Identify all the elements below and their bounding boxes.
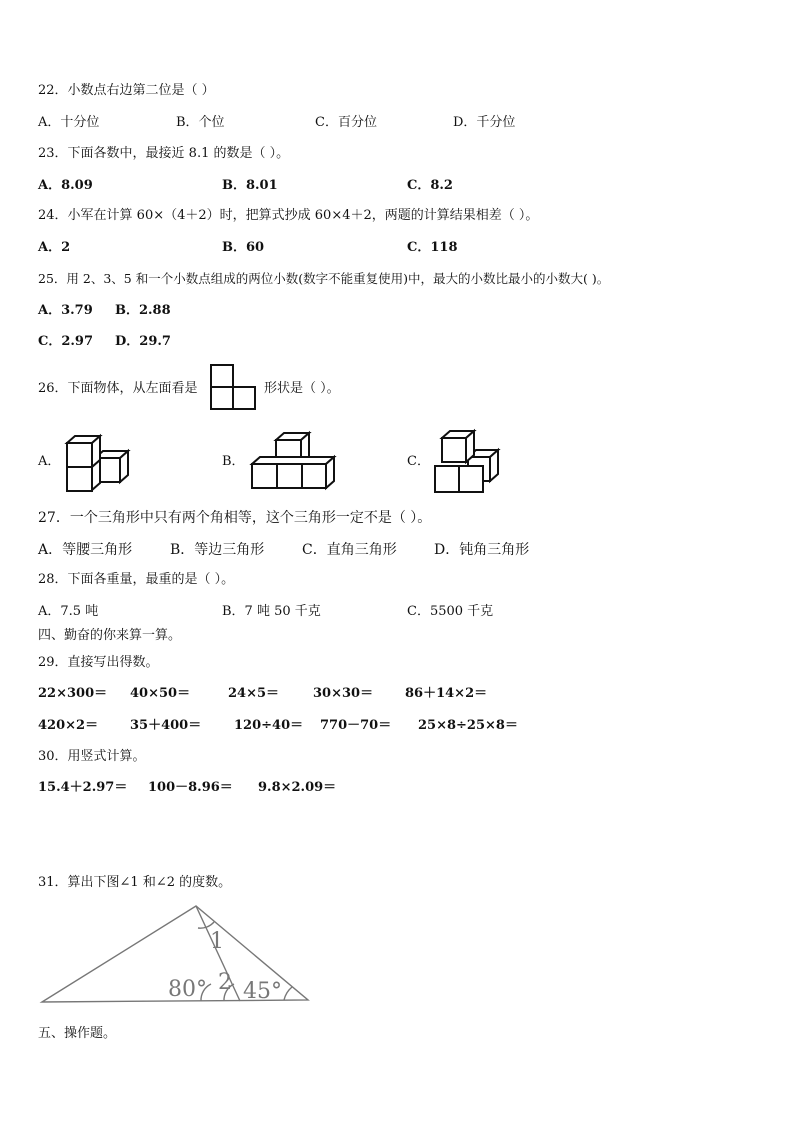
q28-stem: 28．下面各重量，最重的是（ ）。 [38,572,235,587]
q29-item: 420×2＝ [38,718,99,733]
q28-option-c: C．5500 千克 [407,604,494,619]
q25-option-c: C．2.97 [38,334,94,349]
q22-stem: 22．小数点右边第二位是（ ） [38,83,215,98]
q27-option-c: C．直角三角形 [302,542,397,558]
q26-option-b: B． [222,454,245,469]
q28-option-b: B．7 吨 50 千克 [222,604,321,619]
q23-option-c: C．8.2 [407,178,453,193]
q29-item: 30×30＝ [313,686,374,701]
q22-option-c: C．百分位 [315,115,377,130]
q26-stem-before: 26．下面物体，从左面看是 [38,381,198,396]
q22-option-d: D．千分位 [453,115,516,130]
angle-45-label: 45° [243,979,282,1004]
q23-option-b: B．8.01 [222,178,278,193]
angle-1-label: 1 [210,929,224,954]
q30-item: 9.8×2.09＝ [258,780,337,795]
q25-option-b: B．2.88 [115,303,171,318]
section-5-title: 五、操作题。 [38,1026,117,1041]
q25-stem: 25．用 2、3、5 和一个小数点组成的两位小数(数字不能重复使用)中，最大的小数比最小的小数大( )。 [38,271,610,286]
q29-item: 86＋14×2＝ [405,686,488,701]
q27-stem: 27．一个三角形中只有两个角相等，这个三角形一定不是（ ）。 [38,510,432,526]
q29-item: 22×300＝ [38,686,108,701]
section-4-title: 四、勤奋的你来算一算。 [38,628,182,643]
q29-item: 40×50＝ [130,686,191,701]
q23-stem: 23．下面各数中，最接近 8.1 的数是（ ）。 [38,146,290,161]
q22-option-a: A．十分位 [38,115,100,130]
q26-stem-after: 形状是（ ）。 [264,381,340,396]
q25-option-d: D．29.7 [115,334,171,349]
q26-option-a: A． [38,454,61,469]
cube-figure-c [432,428,502,496]
cube-figure-a [60,432,140,496]
q29-stem: 29．直接写出得数。 [38,655,159,670]
q24-option-b: B．60 [222,240,265,255]
q30-item: 15.4＋2.97＝ [38,780,128,795]
triangle-figure [38,900,314,1008]
q27-option-b: B．等边三角形 [170,542,265,558]
q23-option-a: A．8.09 [38,178,93,193]
angle-2-label: 2 [218,970,232,995]
q24-stem: 24．小军在计算 60×（4＋2）时，把算式抄成 60×4＋2，两题的计算结果相差（ ）。 [38,208,539,223]
q29-item: 770－70＝ [320,718,392,733]
q31-stem: 31．算出下图∠1 和∠2 的度数。 [38,875,232,890]
angle-80-label: 80° [168,977,207,1002]
q29-item: 24×5＝ [228,686,280,701]
q27-option-a: A．等腰三角形 [38,542,133,558]
q30-item: 100－8.96＝ [148,780,233,795]
q30-stem: 30．用竖式计算。 [38,749,146,764]
q26-option-c: C． [407,454,430,469]
cube-figure-b [250,430,336,492]
q24-option-a: A．2 [38,240,71,255]
q29-item: 120÷40＝ [234,718,304,733]
q24-option-c: C．118 [407,240,458,255]
q29-item: 35＋400＝ [130,718,202,733]
q22-option-b: B．个位 [176,115,225,130]
q27-option-d: D．钝角三角形 [434,542,530,558]
q25-option-a: A．3.79 [38,303,93,318]
left-view-shape [210,364,258,410]
q29-item: 25×8÷25×8＝ [418,718,518,733]
q28-option-a: A．7.5 吨 [38,604,99,619]
